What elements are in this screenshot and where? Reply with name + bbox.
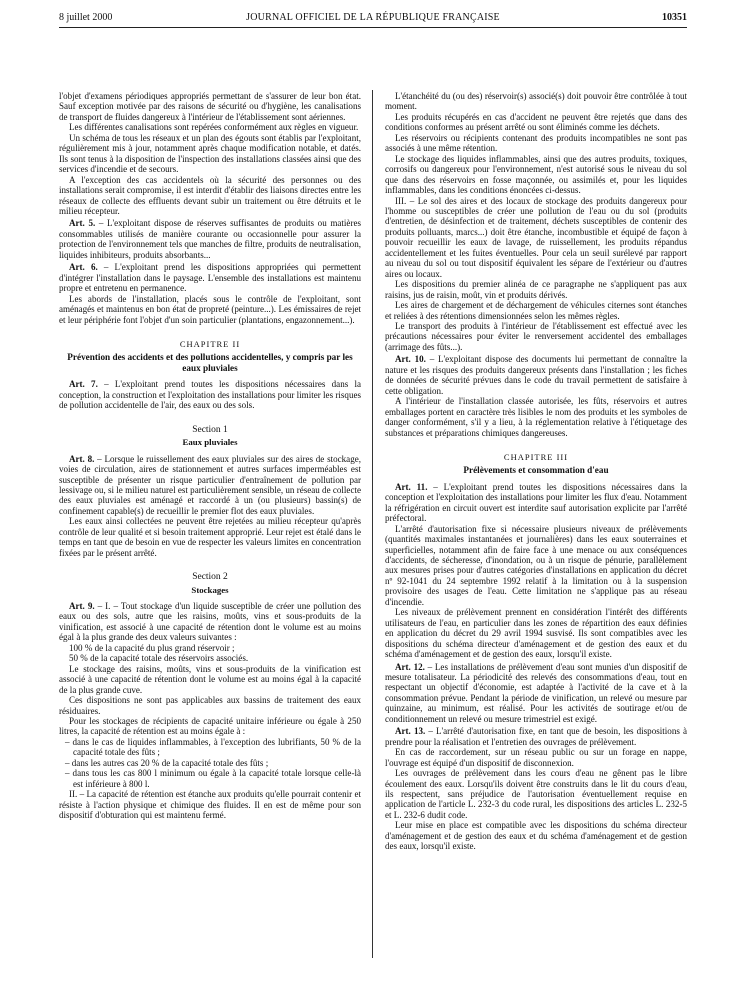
chapter-title: Prévention des accidents et des pollutions accidentelles, y compris par les eaux pluviales — [67, 352, 353, 373]
column-divider — [372, 90, 373, 958]
paragraph: Les eaux ainsi collectées ne peuvent être rejetées au milieu récepteur qu'après contrôle de leur qualité et si besoin traitement approprié. Leur rejet est étalé dans le temps en tant que de besoin en vue de respecter les valeurs limites en concentration fixées par le présent arrêté. — [59, 516, 361, 558]
paragraph: II. – La capacité de rétention est étanche aux produits qu'elle pourrait contenir et résiste à l'action physique et chimique des fluides. Il en est de même pour son dispositif d'obturation qui est maintenu fermé. — [59, 789, 361, 821]
section-heading: Section 1 — [192, 424, 228, 435]
paragraph: Ces dispositions ne sont pas applicables aux bassins de traitement des eaux résiduaires. — [59, 695, 361, 716]
list-item: – dans tous les cas 800 l minimum ou égale à la capacité totale lorsque celle-là est inférieure à 800 l. — [65, 768, 361, 789]
article-text: – L'exploitant prend toutes les dispositions nécessaires dans la conception, la construction et l'exploitation des installations pour limiter les risques de pollution accidentelle de l'air, des eaux ou des sols. — [59, 379, 361, 411]
paragraph: Leur mise en place est compatible avec les dispositions du schéma directeur d'aménagement et de gestion des eaux et du schéma d'aménagement et de gestion des eaux, lorsqu'il existe. — [385, 820, 687, 852]
article-text: – L'exploitant dispose de réserves suffisantes de produits ou matières consommables utilisés de manière courante ou occasionnelle pour assurer la protection de l'environnement tels que manches de filtre, produits de neutralisation, liquides inhibiteurs, produits absorbants... — [59, 218, 361, 260]
section-title: Stockages — [191, 584, 229, 595]
paragraph: Un schéma de tous les réseaux et un plan des égouts sont établis par l'exploitant, régulièrement mis à jour, notamment après chaque modification notable, et datés. Ils sont tenus à la disposition de l'inspection des installations classées ainsi que des services d'incendie et de secours. — [59, 132, 361, 175]
article-label: Art. 12. — [395, 661, 425, 672]
article-text: – L'exploitant prend les dispositions appropriées qui permettent d'intégrer l'installation dans le paysage. L'ensemble des installations est maintenu propre et entretenu en permanence. — [59, 262, 361, 294]
chapter-heading: CHAPITRE II — [179, 338, 241, 349]
article-label: Art. 5. — [69, 218, 96, 229]
article-11 — [385, 482, 687, 524]
paragraph: l'objet d'examens périodiques appropriés permettant de s'assurer de leur bon état. Sauf exception motivée par des raisons de sécurité ou d'hygiène, les canalisations de transport de fluides dangereux à l'intérieur de l'établissement sont aériennes. — [59, 91, 361, 122]
paragraph: Le stockage des liquides inflammables, ainsi que des autres produits, toxiques, corrosifs ou dangereux pour l'environnement, n'est autorisé sous le niveau du sol que dans des réservoirs en fosse maçonnée, ou assimilés et, pour les liquides inflammables, dans les conditions énoncées ci-dessus. — [385, 153, 687, 196]
paragraph: A l'intérieur de l'installation classée autorisée, les fûts, réservoirs et autres emballages portent en caractère très lisibles le nom des produits et les symboles de danger conformément, s'il y a lieu, à la réglementation relative à l'étiquetage des substances et préparations chimiques dangereuses. — [385, 396, 687, 438]
article-6 — [59, 262, 361, 293]
article-label: Art. 13. — [395, 726, 426, 737]
paragraph: III. – Le sol des aires et des locaux de stockage des produits dangereux pour l'homme ou susceptibles de créer une pollution de l'eau ou du sol (produits d'entretien, de désinfection et de traitement, déchets susceptibles de contenir des produits polluants, marcs...) doit être étanche, incombustible et équipé de façon à pouvoir recueillir les eaux de lavage, de ruissellement, les produits répandus accidentellement et les fuites éventuelles. Pour cela un seuil surélevé par rapport au niveau du sol ou tout dispositif équivalent les sépare de l'extérieur ou d'autres aires ou locaux. — [385, 195, 687, 279]
article-label: Art. 6. — [69, 262, 98, 273]
paragraph: Le transport des produits à l'intérieur de l'établissement est effectué avec les précautions nécessaires pour éviter le renversement accidentel des emballages (arrimage des fûts...). — [385, 320, 687, 352]
right-column — [385, 91, 687, 852]
left-column — [59, 91, 361, 821]
paragraph: Le stockage des raisins, moûts, vins et sous-produits de la vinification est associé à une capacité de rétention dont le volume est au moins égal à la capacité de la plus grande cuve. — [59, 663, 361, 695]
page-number: 10351 — [662, 12, 687, 23]
paragraph: Les niveaux de prélèvement prennent en considération l'intérêt des différents utilisateurs de l'eau, en particulier dans les zones de répartition des eaux définies en application du décret du 29 avril 1994 susvisé. Ils sont compatibles avec les dispositions du schéma directeur d'aménagement et de gestion des eaux et du schéma d'aménagement et de gestion des eaux, lorsqu'il existe. — [385, 607, 687, 660]
article-text: – I. – Tout stockage d'un liquide susceptible de créer une pollution des eaux ou des sols, autre que les raisins, moûts, vins et sous-produits de la vinification, est associé à une capacité de rétention dont le volume est au moins égal à la plus grande des deux valeurs suivantes : — [59, 601, 361, 643]
chapter-heading: CHAPITRE III — [503, 451, 569, 462]
list-item: – dans les autres cas 20 % de la capacité totale des fûts ; — [65, 757, 269, 768]
article-text: – L'arrêté d'autorisation fixe, en tant que de besoin, les dispositions à prendre pour la réalisation et l'entretien des ouvrages de prélèvement. — [385, 726, 687, 747]
paragraph: 100 % de la capacité du plus grand réservoir ; — [69, 642, 235, 653]
section-title: Eaux pluviales — [182, 437, 238, 448]
section-heading: Section 2 — [192, 572, 228, 583]
article-label: Art. 11. — [395, 481, 428, 492]
paragraph: Les ouvrages de prélèvement dans les cours d'eau ne gênent pas le libre écoulement des eaux. Lorsqu'ils doivent être construits dans le lit du cours d'eau, ils respectent, sans préjudice de l'autorisation éventuellement requise en application de l'article L. 232-3 du code rural, les dispositions des articles L. 232-5 et L. 232-6 dudit code. — [385, 768, 687, 820]
article-label: Art. 7. — [69, 379, 98, 390]
capacity-list — [59, 737, 361, 789]
header-rule — [59, 27, 687, 28]
article-7 — [59, 379, 361, 410]
article-text: – L'exploitant dispose des documents lui permettant de connaître la nature et les risques des produits dangereux présents dans l'installation ; les fiches de données de sécurité prévues dans le code du travail permettent de satisfaire à cette obligation. — [385, 354, 687, 396]
journal-title: JOURNAL OFFICIEL DE LA RÉPUBLIQUE FRANÇAISE — [246, 12, 500, 23]
paragraph: Les aires de chargement et de déchargement de véhicules citernes sont étanches et reliées à des rétentions dimensionnées selon les mêmes règles. — [385, 300, 687, 321]
header-date: 8 juillet 2000 — [59, 12, 113, 23]
article-label: Art. 10. — [395, 354, 426, 365]
chapter-title: Prélèvements et consommation d'eau — [463, 465, 609, 476]
paragraph: Les abords de l'installation, placés sous le contrôle de l'exploitant, sont aménagés et maintenus en bon état de propreté (peinture...). Les émissaires de rejet et leur périphérie font l'objet d'un soin particulier (plantations, engazonnement...). — [59, 293, 361, 325]
article-text: – Lorsque le ruissellement des eaux pluviales sur des aires de stockage, voies de circulation, aires de stationnement et autres surfaces imperméables est susceptible de présenter un risque particulier d'entraînement de pollution par lessivage ou, si le milieu naturel est particulièrement sensible, un réseau de collecte des eaux pluviales est aménagé et raccordé à un (ou plusieurs) bassin(s) de confinement capable(s) de recueillir le premier flot des eaux pluviales. — [59, 453, 361, 516]
article-label: Art. 9. — [69, 601, 95, 612]
paragraph: Pour les stockages de récipients de capacité unitaire inférieure ou égale à 250 litres, la capacité de rétention est au moins égale à : — [59, 716, 361, 737]
paragraph: Les réservoirs ou récipients contenant des produits incompatibles ne sont pas associés à une même rétention. — [385, 132, 687, 154]
article-9 — [59, 601, 361, 643]
paragraph: Les produits récupérés en cas d'accident ne peuvent être rejetés que dans des conditions conformes au présent arrêté ou sont éliminés comme les déchets. — [385, 111, 687, 133]
paragraph: En cas de raccordement, sur un réseau public ou sur un forage en nappe, l'ouvrage est équipé d'un dispositif de disconnexion. — [385, 747, 687, 768]
article-label: Art. 8. — [69, 453, 95, 464]
list-item: – dans le cas de liquides inflammables, à l'exception des lubrifiants, 50 % de la capacité totale des fûts ; — [65, 736, 361, 758]
paragraph: L'arrêté d'autorisation fixe si nécessaire plusieurs niveaux de prélèvements (quantités maximales instantanées et journalières) dans les eaux souterraines et superficielles, notamment afin de faire face à une menace ou aux conséquences d'accidents, de sécheresse, d'inondation, ou à un risque de pénurie, parallèlement aux mesures prises pour d'autres catégories d'installations en application du décret nº 92-1041 du 24 septembre 1992 relatif à la limitation ou à la suspension provisoire des usages de l'eau. Cette limitation ne s'applique pas au réseau d'incendie. — [385, 523, 687, 607]
article-text: – Les installations de prélèvement d'eau sont munies d'un dispositif de mesure totalisateur. La périodicité des relevés des consommations d'eau, tout en respectant un objectif d'économie, est adaptée à l'activité de la cave et à la consommation prévue. Pendant la période de vinification, un relevé ou mesure par quinzaine, au minimum, est réalisé. Pour les activités de soutirage et/ou de conditionnement un relevé ou mesure trimestriel est exigé. — [385, 661, 687, 724]
article-5 — [59, 218, 361, 260]
paragraph: 50 % de la capacité totale des réservoirs associés. — [69, 653, 249, 664]
paragraph: L'étanchéité du (ou des) réservoir(s) associé(s) doit pouvoir être contrôlée à tout moment. — [385, 91, 687, 112]
article-13 — [385, 726, 687, 747]
article-8 — [59, 454, 361, 517]
paragraph: Les dispositions du premier alinéa de ce paragraphe ne s'appliquent pas aux raisins, jus de raisin, moût, vin et produits dérivés. — [385, 279, 687, 300]
running-header — [59, 10, 687, 26]
article-text: – L'exploitant prend toutes les dispositions nécessaires dans la conception et l'exploitation des installations pour limiter les flux d'eau. Notamment la réfrigération en circuit ouvert est interdite sauf autorisation explicite par l'arrêté préfectoral. — [385, 481, 687, 524]
article-10 — [385, 354, 687, 396]
paragraph: A l'exception des cas accidentels où la sécurité des personnes ou des installations serait compromise, il est interdit d'établir des liaisons directes entre les réseaux de collecte des effluents devant subir un traitement ou être détruits et le milieu récepteur. — [59, 174, 361, 216]
paragraph: Les différentes canalisations sont repérées conformément aux règles en vigueur. — [69, 122, 359, 133]
article-12 — [385, 662, 687, 725]
